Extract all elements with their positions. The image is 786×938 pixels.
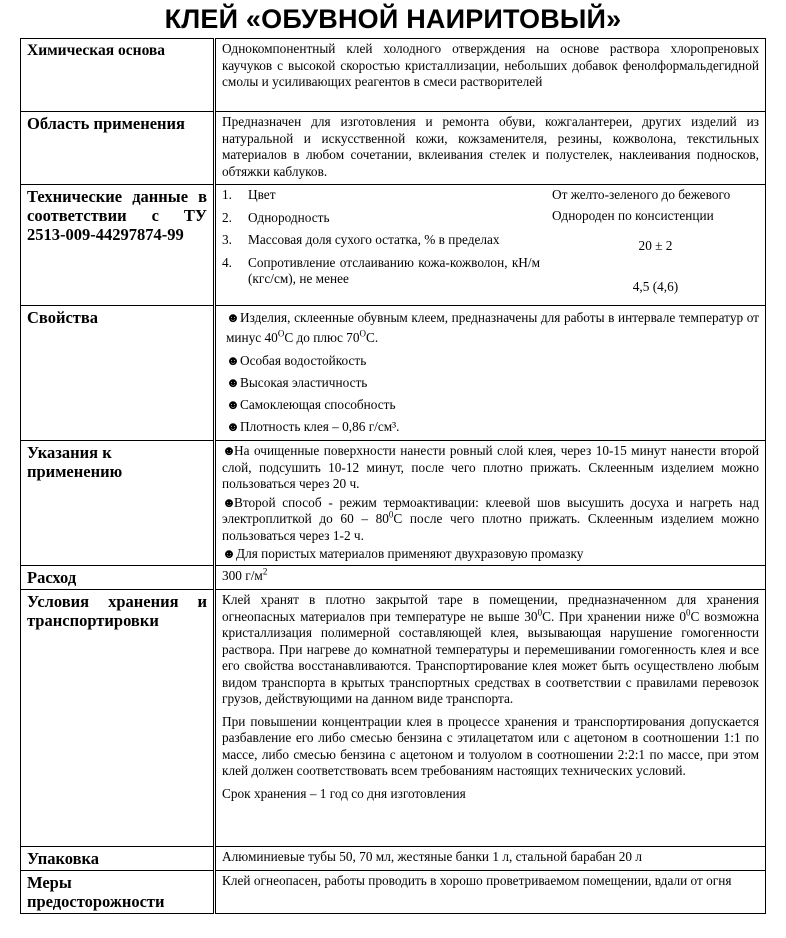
tech-item-value: 20 ± 2: [638, 238, 673, 253]
value-chemical-basis: Однокомпонентный клей холодного отверждения на основе раствора хлоропреновых каучуков с высокой скоростью кристаллизации, небольших добавок фенолформальдегидной смолы и усиливающих реагентов в смеси растворителей: [215, 39, 766, 112]
tech-item: [222, 255, 540, 288]
properties-item: [226, 350, 759, 372]
properties-item: [226, 416, 759, 438]
tech-item: [222, 210, 540, 227]
storage-text: С возможна кристаллизация полимерной составляющей клея, вызывающая нарушение гомогенности раствора. При нагреве до комнатной температуры и перемешивании гомогенность клея и все его свойства восстанавливаются. Транспортирование клея может быть осуществлено любым видом транспорта в крытых транспортных средствах в соответствии с правилами перевозок грузов, действующими на данном виде транспорта.: [222, 608, 759, 706]
degree-sup: 0: [686, 607, 691, 618]
properties-item: [226, 372, 759, 394]
storage-text: С. При хранении ниже 0: [542, 608, 687, 624]
tech-data-grid: [222, 187, 759, 295]
properties-item: [226, 394, 759, 416]
label-chemical-basis: Химическая основа: [21, 39, 215, 112]
degree-sup: O: [277, 328, 285, 339]
degree-sup: 0: [388, 509, 394, 520]
smiley-bullet-icon: ☻: [222, 443, 236, 458]
smiley-bullet-icon: ☻: [226, 397, 240, 412]
label-tech-data: Технические данные в соответствии с ТУ 2513-009-44297874-99: [21, 185, 215, 306]
value-packaging: Алюминиевые тубы 50, 70 мл, жестяные банки 1 л, стальной барабан 20 л: [215, 847, 766, 871]
value-scope: Предназначен для изготовления и ремонта обуви, кожгалантереи, других изделий из натуральной и искусственной кожи, кожзаменителя, резины, кожволона, текстильных материалов в любом сочетании, вклеивания стелек и полустелек, наклеивания подносков, обтяжки каблуков.: [215, 112, 766, 185]
value-safety: Клей огнеопасен, работы проводить в хорошо проветриваемом помещении, вдали от огня: [215, 871, 766, 914]
usage-text: Второй способ - режим термоактивации: клеевой шов высушить досуха и нагреть над электроплиткой до 60 – 80: [222, 494, 759, 526]
smiley-bullet-icon: ☻: [226, 353, 240, 368]
usage-paragraph: [222, 443, 759, 493]
tech-item-name: Цвет: [248, 187, 276, 202]
storage-text: Клей хранят в плотно закрытой таре в помещении, предназначенном для хранения огнеопасных материалов при температуре не выше 30: [222, 592, 759, 624]
row-chemical-basis: [21, 39, 766, 112]
properties-item-text: Особая водостойкость: [240, 353, 367, 368]
degree-sup: 0: [537, 607, 543, 618]
row-usage: [21, 441, 766, 566]
smiley-bullet-icon: ☻: [222, 546, 236, 561]
value-consumption: [215, 566, 766, 590]
usage-paragraph: [222, 495, 759, 545]
label-storage: Условия хранения и транспортировки: [21, 590, 215, 847]
label-packaging: Упаковка: [21, 847, 215, 871]
smiley-bullet-icon: ☻: [226, 375, 240, 390]
row-safety: [21, 871, 766, 914]
properties-item-text: Плотность клея – 0,86 г/см³.: [240, 419, 400, 434]
smiley-bullet-icon: ☻: [226, 310, 240, 325]
value-properties: [215, 306, 766, 441]
tech-data-names: [222, 187, 540, 295]
properties-item-text: Высокая эластичность: [240, 375, 368, 390]
tech-item-name: Однородность: [248, 209, 330, 225]
properties-item: [226, 308, 759, 348]
unit-sup: 2: [262, 566, 268, 577]
usage-text: С после чего плотно прижать. Склеенным изделием можно пользоваться через 1-2 ч.: [222, 511, 759, 543]
tech-item-value: Однороден по консистенции: [552, 207, 714, 223]
usage-paragraph: [222, 546, 759, 563]
document-title: КЛЕЙ «ОБУВНОЙ НАИРИТОВЫЙ»: [164, 4, 622, 34]
consumption-text: 300 г/м: [222, 568, 263, 583]
usage-text: На очищенные поверхности нанести ровный слой клея, через 10-15 минут нанести второй слой, подсушить 10-12 минут, после чего плотно прижать. Склеенным изделием можно пользоваться через 20 ч.: [222, 443, 759, 491]
label-scope: Область применения: [21, 112, 215, 185]
storage-paragraph: При повышении концентрации клея в процессе хранения и транспортирования допускается разбавление его либо смесью бензина с этилацетатом или с ацетоном в соотношении 1:1 по массе, либо смесью бензина с ацетоном и толуолом в соотношении 2:2:1 по массе, при этом клей должен соответствовать всем требованиям настоящих технических условий.: [222, 713, 759, 778]
label-safety: Меры предосторожности: [21, 871, 215, 914]
tech-item-value: От желто-зеленого до бежевого: [552, 187, 731, 202]
value-usage: [215, 441, 766, 566]
smiley-bullet-icon: ☻: [222, 494, 236, 510]
label-properties: Свойства: [21, 306, 215, 441]
tech-item-number: 3.: [222, 232, 232, 247]
value-tech-data: [215, 185, 766, 306]
tech-data-values: [540, 187, 759, 295]
properties-item-text: C до плюс 70: [284, 330, 360, 345]
degree-sup: O: [359, 328, 366, 339]
properties-item-text: Изделия, склеенные обувным клеем, предназначены для работы в интервале температур от минус 40: [226, 310, 759, 345]
properties-item-text: C.: [365, 330, 379, 345]
row-properties: [21, 306, 766, 441]
row-tech-data: [21, 185, 766, 306]
row-packaging: [21, 847, 766, 871]
tech-item-number: 2.: [222, 209, 232, 225]
row-scope: [21, 112, 766, 185]
label-consumption: Расход: [21, 566, 215, 590]
storage-paragraph: [222, 592, 759, 708]
value-storage: [215, 590, 766, 847]
tech-item-number: 4.: [222, 254, 232, 270]
tech-item-value: 4,5 (4,6): [632, 278, 679, 294]
tech-item-name: Массовая доля сухого остатка, % в пределах: [248, 232, 500, 247]
tech-item-name: Сопротивление отслаиванию кожа-кожволон, кН/м (кгс/см), не менее: [248, 254, 540, 286]
row-storage: [21, 590, 766, 847]
tech-item: [222, 232, 540, 249]
spec-table: [20, 38, 766, 914]
tech-item-number: 1.: [222, 187, 232, 202]
smiley-bullet-icon: ☻: [226, 419, 240, 434]
label-usage: Указания к применению: [21, 441, 215, 566]
tech-item: [222, 187, 540, 204]
properties-item-text: Самоклеющая способность: [240, 397, 396, 412]
usage-text: Для пористых материалов применяют двухразовую промазку: [236, 546, 584, 561]
row-consumption: [21, 566, 766, 590]
storage-paragraph: Срок хранения – 1 год со дня изготовления: [222, 785, 466, 801]
